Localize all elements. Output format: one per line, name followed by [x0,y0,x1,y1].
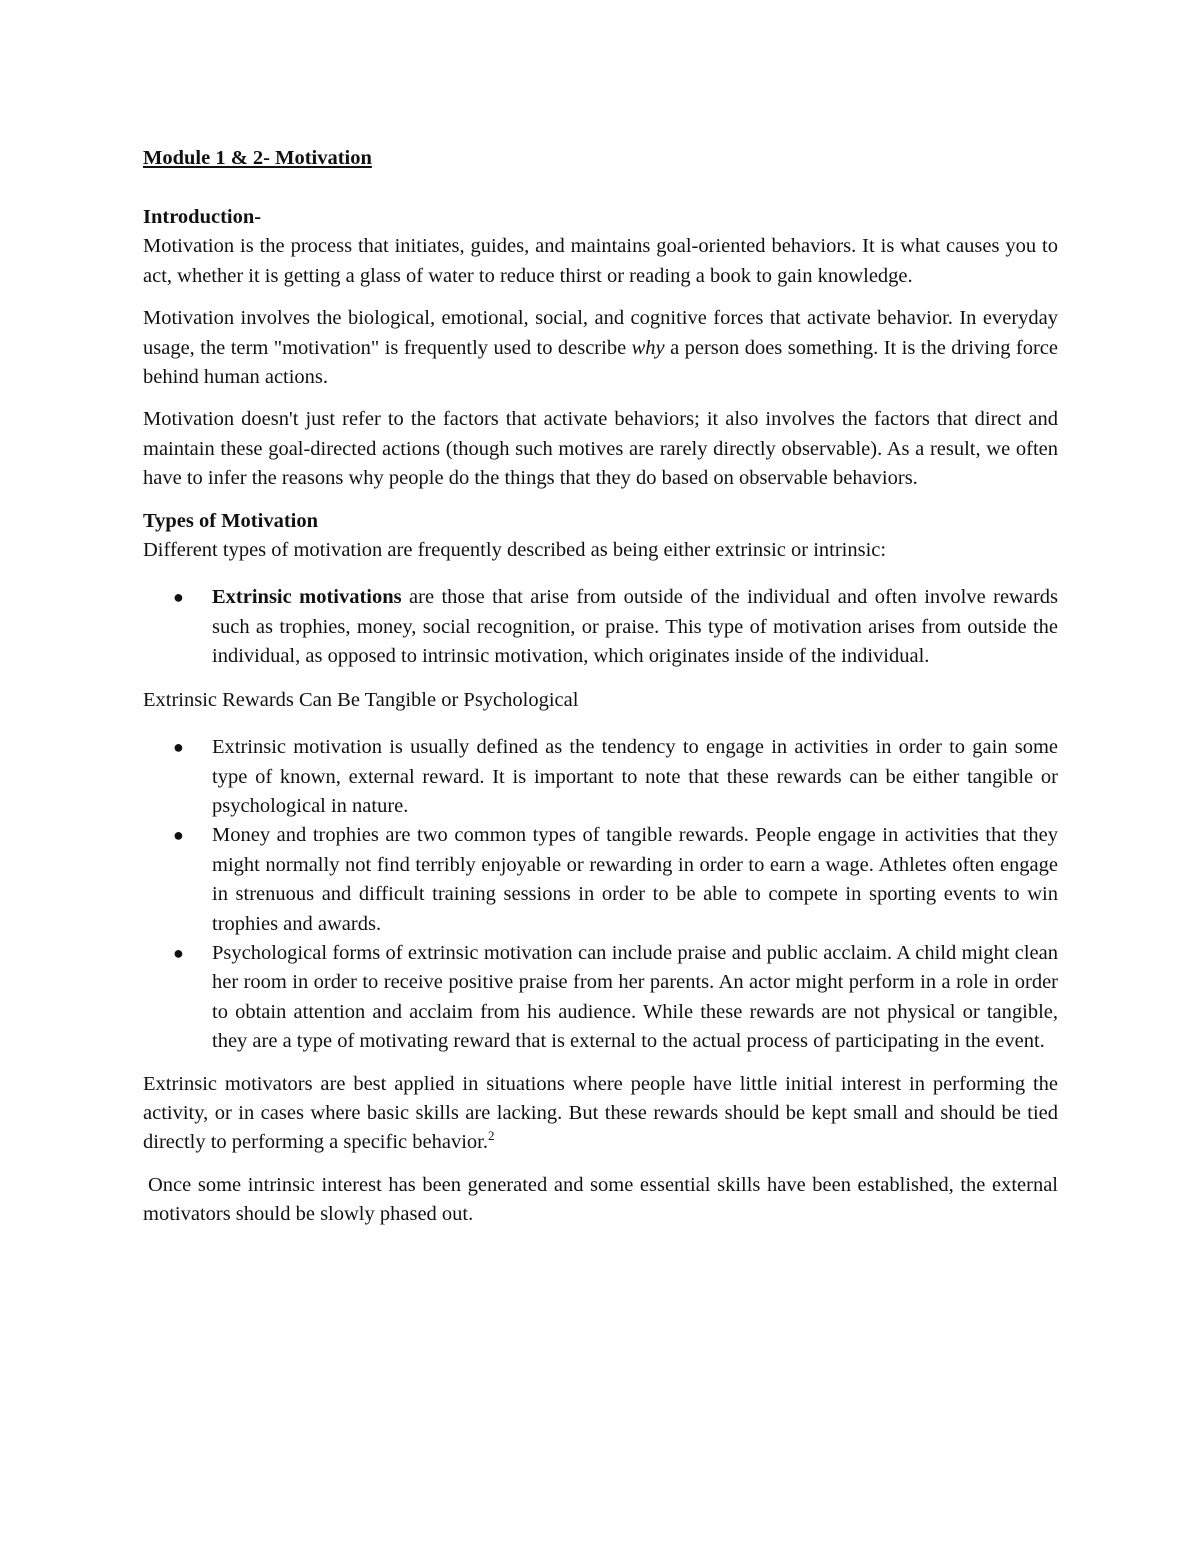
closing-paragraph-1 [143,1070,1058,1158]
document-body [143,140,1058,1243]
list-item-text: Money and trophies are two common types of tangible rewards. People engage in activities that they might normally not find terribly enjoyable or rewarding in order to earn a wage. Athletes often engage in strenuous and difficult training sessions in order to be able to compete in sporting events to win trophies and awards. [212,824,1058,935]
types-lead-paragraph: Different types of motivation are frequently described as being either extrinsic or intrinsic: [143,539,887,562]
intro-paragraph-2 [143,304,1058,392]
list-item-bold-term: Extrinsic motivations [212,586,402,609]
intro-paragraph-2-emphasis: why [631,336,665,359]
document-title: Module 1 & 2- Motivation [143,147,372,169]
list-item-text: Psychological forms of extrinsic motivation can include praise and public acclaim. A child might clean her room in order to receive positive praise from her parents. An actor might perform in a role in order to obtain attention and acclaim from his audience. While these rewards are not physical or tangible, they are a type of motivating reward that is external to the actual process of participating in the event. [212,941,1058,1053]
rewards-subheading: Extrinsic Rewards Can Be Tangible or Psychological [143,688,579,711]
intro-paragraph-2-end: a person does something. It is the driving force behind human actions. [143,336,1058,389]
intro-paragraph-3: Motivation doesn't just refer to the factors that activate behaviors; it also involves the factors that direct and maintain these goal-directed actions (though such motives are rarely directly observable). As a result, we often have to infer the reasons why people do the things that they do based on observable behaviors. [143,408,1058,490]
footnote-marker: 2 [487,1128,495,1144]
bullet-icon: ● [173,737,184,758]
list-item-text: are those that arise from outside of the individual and often involve rewards such as trophies, money, social recognition, or praise. This type of motivation arises from outside the individual, as opposed to intrinsic motivation, which originates inside of the individual. [212,586,1058,668]
bullet-icon: ● [173,942,184,963]
section-heading-types: Types of Motivation [143,509,319,532]
list-item-text: Extrinsic motivation is usually defined as the tendency to engage in activities in order to gain some type of known, external reward. It is important to note that these rewards can be either tangible or psychological in nature. [212,736,1058,817]
section-heading-introduction: Introduction- [143,206,262,228]
rewards-bullet-list [143,733,1058,1056]
intro-paragraph-2-start: Motivation involves the biological, emotional, social, and cognitive forces that activate behavior. In everyday usage, the term "motivation" is frequently used to describe [143,307,1058,359]
intro-paragraph-1: Motivation is the process that initiates, guides, and maintains goal-oriented behaviors. It is what causes you to act, whether it is getting a glass of water to reduce thirst or reading a book to gain knowledge. [143,235,1058,287]
bullet-icon: ● [173,825,184,846]
closing-paragraph-2-text: Once some intrinsic interest has been generated and some essential skills have been established, the external motivators should be slowly phased out. [143,1173,1058,1226]
list-item [143,821,1058,939]
closing-paragraph-1-text: Extrinsic motivators are best applied in situations where people have little initial interest in performing the activity, or in cases where basic skills are lacking. But these rewards should be kept small and should be tied directly to performing a specific behavior. [143,1072,1058,1154]
types-bullet-list [143,583,1058,671]
list-item [143,939,1058,1057]
list-item [143,583,1058,671]
list-item [143,733,1058,821]
bullet-icon: ● [173,587,184,608]
closing-paragraph-2 [143,1171,1058,1230]
